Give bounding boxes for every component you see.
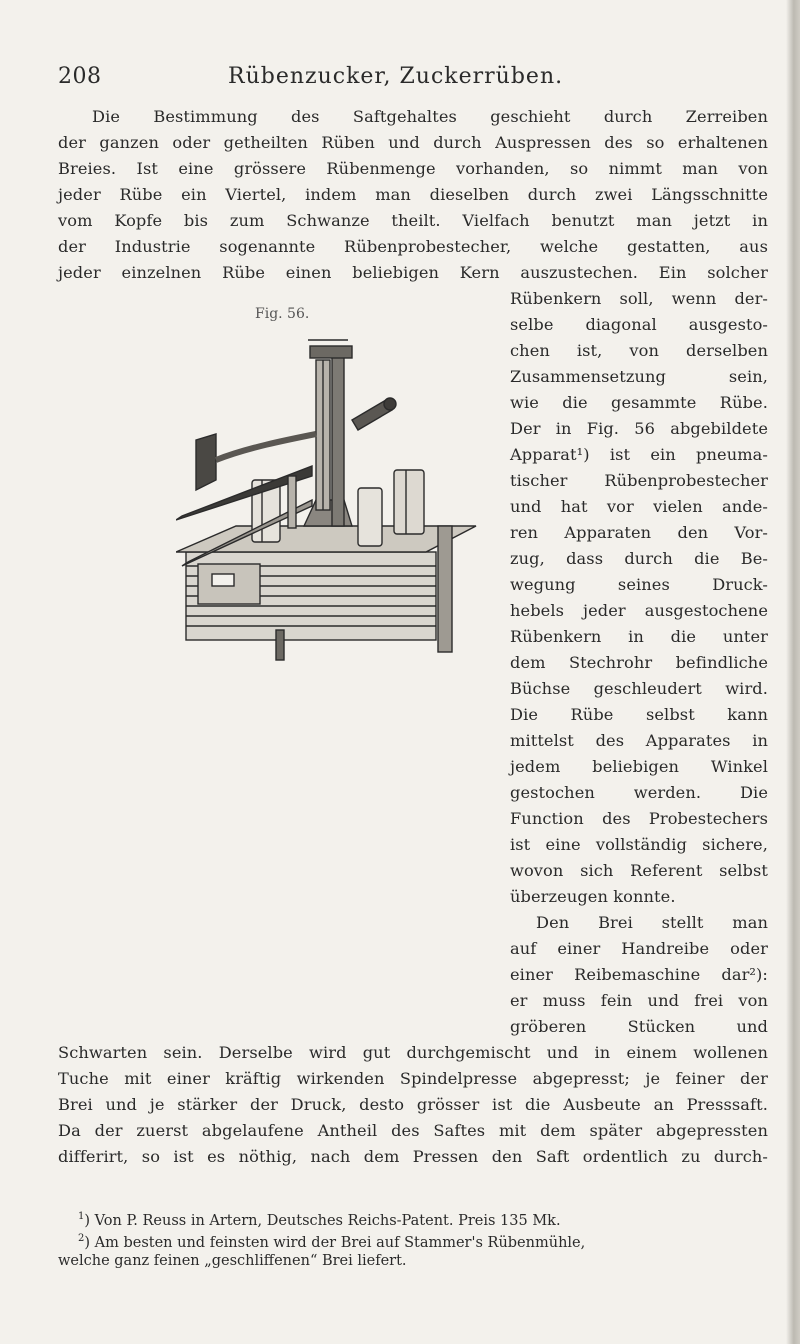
beet-sampler-illustration [176,330,496,670]
text-line: jeder einzelnen Rübe einen beliebigen Kern auszustechen. Ein solcher [58,263,768,282]
text-line: und hat vor vielen ande- [510,497,768,516]
text-line: vom Kopfe bis zum Schwanze theilt. Vielfach benutzt man jetzt in [58,211,768,230]
text-line: differirt, so ist es nöthig, nach dem Pressen den Saft ordentlich zu durch- [58,1147,768,1166]
figure-caption: Fig. 56. [255,306,310,322]
text-line: wovon sich Referent selbst [510,861,768,880]
footnote-mark: 2 [78,1233,85,1244]
text-line: gestochen werden. Die [510,783,768,802]
text-line: Der in Fig. 56 abgebildete [510,419,768,438]
footnote-text: ) Am besten und feinsten wird der Brei auf Stammer's Rübenmühle, [84,1234,586,1251]
text-line: hebels jeder ausgestochene [510,601,768,620]
text-line: Tuche mit einer kräftig wirkenden Spindelpresse abgepresst; je feiner der [58,1069,768,1088]
text-line: Schwarten sein. Derselbe wird gut durchgemischt und in einem wollenen [58,1043,768,1062]
text-line: jeder Rübe ein Viertel, indem man dieselben durch zwei Längsschnitte [58,185,768,204]
text-line: Büchse geschleudert wird. [510,679,768,698]
text-line: Die Bestimmung des Saftgehaltes geschieht durch Zerreiben [92,107,768,126]
text-line: Rübenkern soll, wenn der- [510,289,768,308]
running-title: Rübenzucker, Zuckerrüben. [228,64,564,89]
footnote-text: ) Von P. Reuss in Artern, Deutsches Reichs-Patent. Preis 135 Mk. [84,1212,561,1229]
footnote-mark: 1 [78,1211,85,1222]
footnote-2-continued [58,1250,407,1272]
text-line: Die Rübe selbst kann [510,705,768,724]
text-line: Rübenkern in die unter [510,627,768,646]
text-line: Function des Probestechers [510,809,768,828]
page-number: 208 [58,64,102,89]
text-line: selbe diagonal ausgesto- [510,315,768,334]
text-line: der ganzen oder getheilten Rüben und durch Auspressen des so erhaltenen [58,133,768,152]
text-line: Breies. Ist eine grössere Rübenmenge vorhanden, so nimmt man von [58,159,768,178]
text-line: Zusammensetzung sein, [510,367,768,386]
text-line: ist eine vollständig sichere, [510,835,768,854]
text-line: überzeugen konnte. [510,887,676,906]
text-line: dem Stechrohr befindliche [510,653,768,672]
text-line: wegung seines Druck- [510,575,768,594]
text-line: einer Reibemaschine dar²): [510,965,768,984]
footnote-text: welche ganz feinen „geschliffenen“ Brei liefert. [58,1253,407,1269]
text-line: der Industrie sogenannte Rübenprobestecher, welche gestatten, aus [58,237,768,256]
text-line: ren Apparaten den Vor- [510,523,768,542]
text-line: jedem beliebigen Winkel [510,757,768,776]
text-line: er muss fein und frei von [510,991,768,1010]
text-line: Brei und je stärker der Druck, desto grösser ist die Ausbeute an Presssaft. [58,1095,768,1114]
text-line: tischer Rübenprobestecher [510,471,768,490]
text-line: wie die gesammte Rübe. [510,393,768,412]
text-line: Apparat¹) ist ein pneuma- [510,445,768,464]
text-line: auf einer Handreibe oder [510,939,768,958]
text-line: Da der zuerst abgelaufene Antheil des Saftes mit dem später abgepressten [58,1121,768,1140]
text-line: chen ist, von derselben [510,341,768,360]
text-line: gröberen Stücken und [510,1017,768,1036]
text-line: Den Brei stellt man [536,913,768,932]
text-line: zug, dass durch die Be- [510,549,768,568]
running-head [58,64,758,98]
text-line: mittelst des Apparates in [510,731,768,750]
